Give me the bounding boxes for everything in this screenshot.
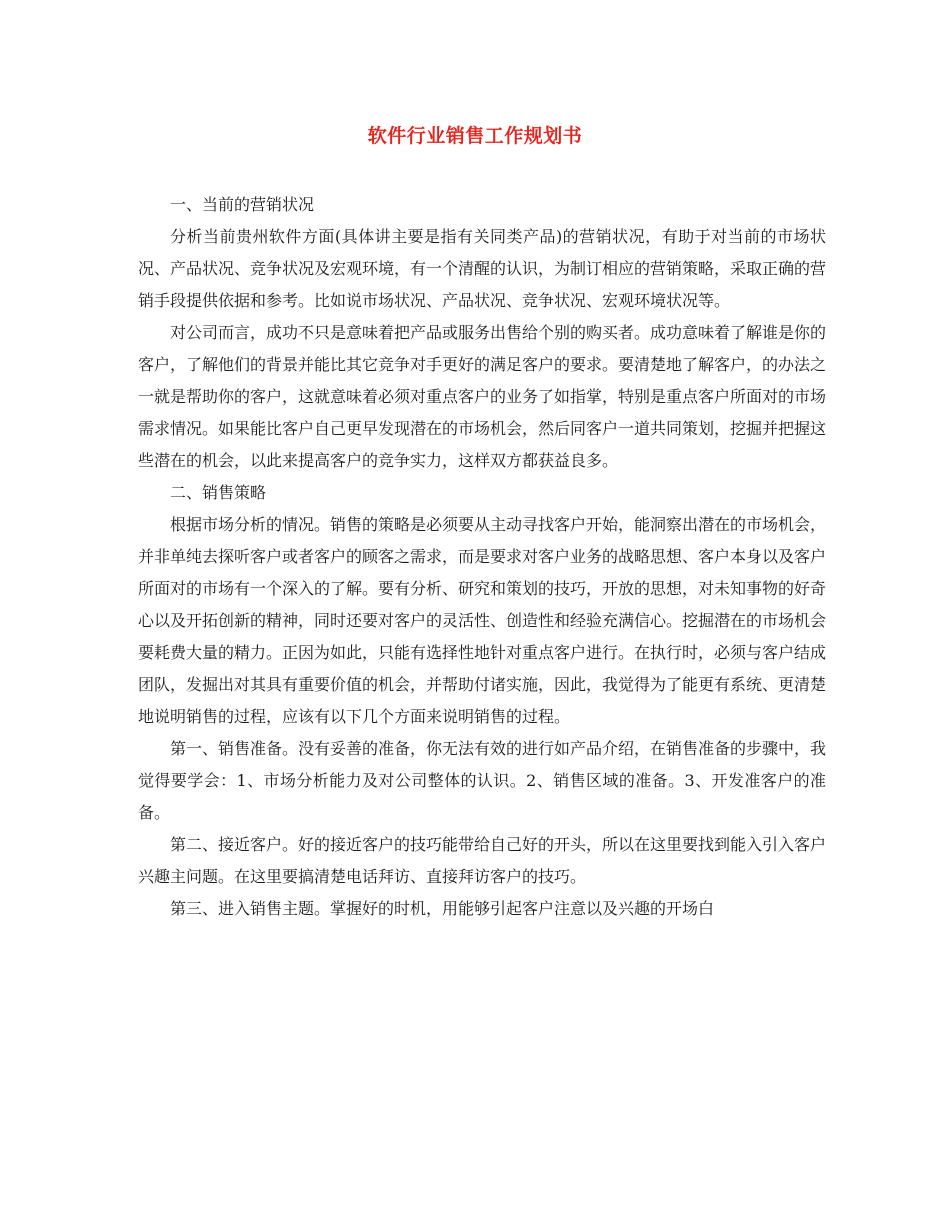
- section-heading-sales-strategy: 二、销售策略: [170, 483, 267, 502]
- paragraph-strategy-detail: 根据市场分析的情况。销售的策略是必须要从主动寻找客户开始，能洞察出潜在的市场机会，并非单纯去探听客户或者客户的顾客之需求，而是要求对客户业务的战略思想、客户本身以及客户所面对的市场有一个深入的了解。要有分析、研究和策划的技巧，开放的思想，对未知事物的好奇心以及开拓创新的精神，同时还要对客户的灵活性、创造性和经验充满信心。挖掘潜在的市场机会要耗费大量的精力。正因为如此，只能有选择性地针对重点客户进行。在执行时，必须与客户结成团队，发掘出对其具有重要价值的机会，并帮助付诸实施，因此，我觉得为了能更有系统、更清楚地说明销售的过程，应该有以下几个方面来说明销售的过程。: [138, 515, 827, 726]
- paragraph-market-analysis: 分析当前贵州软件方面(具体讲主要是指有关同类产品)的营销状况，有助于对当前的市场状况、产品状况、竞争状况及宏观环境，有一个清醒的认识，为制订相应的营销策略，采取正确的营销手段提供依据和参考。比如说市场状况、产品状况、竞争状况、宏观环境状况等。: [138, 227, 827, 310]
- section-heading-marketing-status: 一、当前的营销状况: [170, 195, 315, 214]
- paragraph-step-approach: 第二、接近客户。好的接近客户的技巧能带给自己好的开头，所以在这里要找到能入引入客户兴趣主问题。在这里要搞清楚电话拜访、直接拜访客户的技巧。: [138, 835, 827, 886]
- paragraph-step-preparation: 第一、销售准备。没有妥善的准备，你无法有效的进行如产品介绍，在销售准备的步骤中，我觉得要学会：1、市场分析能力及对公司整体的认识。2、销售区域的准备。3、开发准客户的准备。: [138, 739, 827, 822]
- paragraph-company-success: 对公司而言，成功不只是意味着把产品或服务出售给个别的购买者。成功意味着了解谁是你的客户，了解他们的背景并能比其它竞争对手更好的满足客户的要求。要清楚地了解客户，的办法之一就是帮助你的客户，这就意味着必须对重点客户的业务了如指掌，特别是重点客户所面对的市场需求情况。如果能比客户自己更早发现潜在的市场机会，然后同客户一道共同策划，挖掘并把握这些潜在的机会，以此来提高客户的竞争实力，这样双方都获益良多。: [138, 323, 827, 470]
- document-title: 软件行业销售工作规划书: [367, 125, 583, 147]
- paragraph-step-main-topic: 第三、进入销售主题。掌握好的时机，用能够引起客户注意以及兴趣的开场白: [170, 899, 715, 918]
- document-body: [138, 189, 826, 925]
